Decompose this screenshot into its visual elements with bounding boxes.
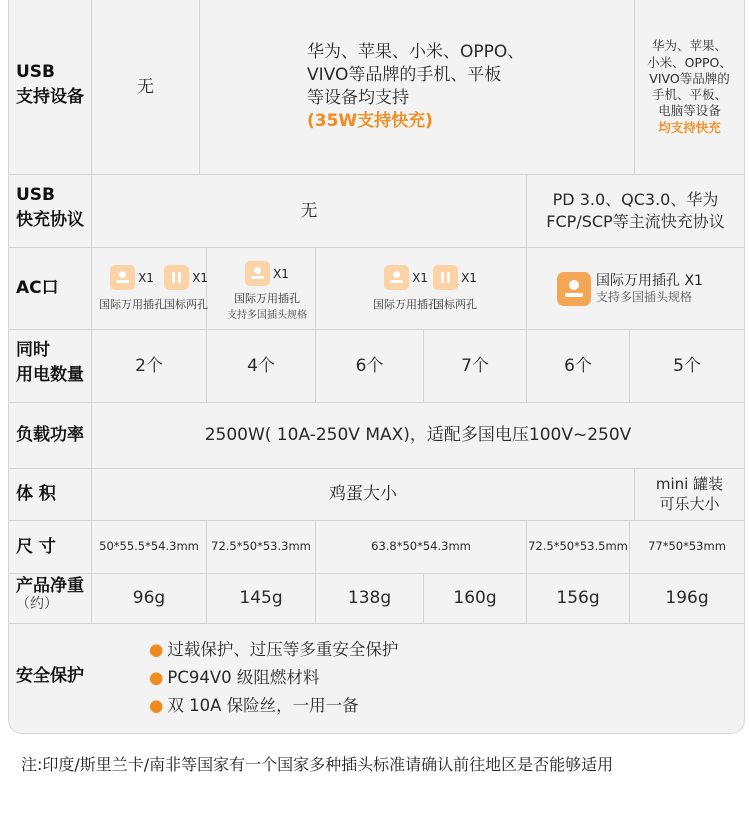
safety-item [149,664,398,692]
weight-value: 138g [347,588,392,609]
footnote: 注:印度/斯里兰卡/南非等国家有一个国家多种插头标准请确认前往地区是否能够适用 [21,755,614,774]
safety-item-text: 双 10A 保险丝，一用一备 [167,696,359,715]
ac-universal-group [373,265,439,312]
label-line: 支持设备 [16,86,84,107]
column-divider [526,247,527,329]
protocol-line: PD 3.0、QC3.0、华为 [552,190,719,210]
right-line: 手机、平板、 [651,87,727,102]
row-label-load: 负载功率 [16,425,84,446]
universal-socket-icon [557,272,591,306]
right-highlight: 均支持快充 [658,119,721,135]
mid-highlight: (35W支持快充) [307,110,433,131]
usb-devices-none: 无 [137,76,154,97]
row-label-volume: 体 积 [16,484,56,505]
load-value: 2500W( 10A-250V MAX)，适配多国电压100V~250V [204,425,632,446]
universal-socket-icon [384,265,409,290]
volume-line: mini 罐装 [655,475,724,493]
simultaneous-value: 2个 [135,355,163,376]
row-label-weight [16,576,84,622]
two-pin-socket-icon [433,265,458,290]
ac-universal-big [557,272,703,306]
simultaneous-value: 4个 [247,355,275,376]
spec-table [8,0,745,734]
row-divider [9,247,744,248]
safety-item-text: 过载保护、过压等多重安全保护 [167,640,399,659]
size-value: 72.5*50*53.3mm [211,539,311,554]
usb-protocol-right [527,175,744,247]
row-label-size: 尺 寸 [16,536,56,557]
simultaneous-value: 6个 [355,355,384,376]
mid-line: 华为、苹果、小米、OPPO、 [307,42,525,63]
simultaneous-value: 7个 [461,355,489,376]
two-pin-socket-icon [164,265,189,290]
usb-devices-mid [200,0,634,174]
row-divider [9,623,744,624]
bullet-icon: ● [149,696,164,715]
label-line: USB [16,62,56,82]
size-value: 50*55.5*54.3mm [99,539,199,554]
row-label-usb-protocol [16,183,84,239]
label-line: USB [16,185,56,205]
universal-socket-icon [245,261,270,286]
column-divider [315,247,316,329]
right-line: VIVO等品牌的 [649,70,730,86]
row-label-simultaneous [16,338,84,394]
universal-label: 国际万用插孔 [373,298,439,311]
label-line: 产品净重 [16,576,84,596]
right-line: 电脑等设备 [658,103,721,119]
simultaneous-value: 6个 [564,355,592,376]
volume-right [635,469,744,520]
multi-plug-note: 支持多国插头规格 [227,310,307,321]
count-x1: X1 [412,270,428,285]
weight-value: 156g [556,588,600,609]
size-value: 72.5*50*53.5mm [528,539,628,554]
ac-universal-group [99,265,165,312]
usb-protocol-none: 无 [300,200,318,221]
two-pin-label: 国标两孔 [433,298,477,311]
universal-socket-icon [110,265,135,290]
bullet-icon: ● [149,668,164,687]
two-pin-label: 国标两孔 [164,298,208,311]
size-value: 77*50*53mm [648,539,726,554]
size-value: 63.8*50*54.3mm [371,539,471,554]
volume-line: 可乐大小 [659,494,720,513]
weight-value: 96g [132,588,166,609]
row-label-safety: 安全保护 [16,665,84,686]
row-label-ac: AC口 [16,278,59,299]
safety-list [149,636,398,720]
mid-line: VIVO等品牌的手机、平板 [307,65,502,86]
mid-line: 等设备均支持 [307,88,409,108]
safety-item [149,636,398,664]
label-sub: （约） [16,596,58,613]
label-line: 用电数量 [16,364,84,385]
label-line: 快充协议 [16,209,84,230]
ac-twopin-group [164,265,208,312]
bullet-icon: ● [149,640,164,659]
volume-value: 鸡蛋大小 [329,484,397,505]
weight-value: 196g [665,588,709,609]
count-x1: X1 [192,270,208,285]
right-line: 小米、OPPO、 [647,54,732,70]
safety-item [149,692,398,720]
big-universal-label: 国际万用插孔 X1 [596,272,703,289]
usb-devices-right [635,0,744,174]
universal-label: 国际万用插孔 [99,298,165,311]
protocol-line: FCP/SCP等主流快充协议 [546,212,725,231]
label-line: 同时 [16,340,50,360]
weight-value: 160g [453,588,497,609]
right-line: 华为、苹果、 [651,38,727,54]
count-x1: X1 [461,270,477,285]
row-label-usb-devices [16,60,84,116]
simultaneous-value: 5个 [673,355,701,376]
safety-item-text: PC94V0 级阻燃材料 [167,668,320,687]
ac-twopin-group [433,265,477,312]
weight-value: 145g [239,588,283,609]
big-multi-note: 支持多国插头规格 [596,290,693,305]
count-x1: X1 [138,270,154,285]
universal-label: 国际万用插孔 [234,292,300,305]
count-x1: X1 [273,266,289,281]
ac-universal-group [227,261,307,321]
